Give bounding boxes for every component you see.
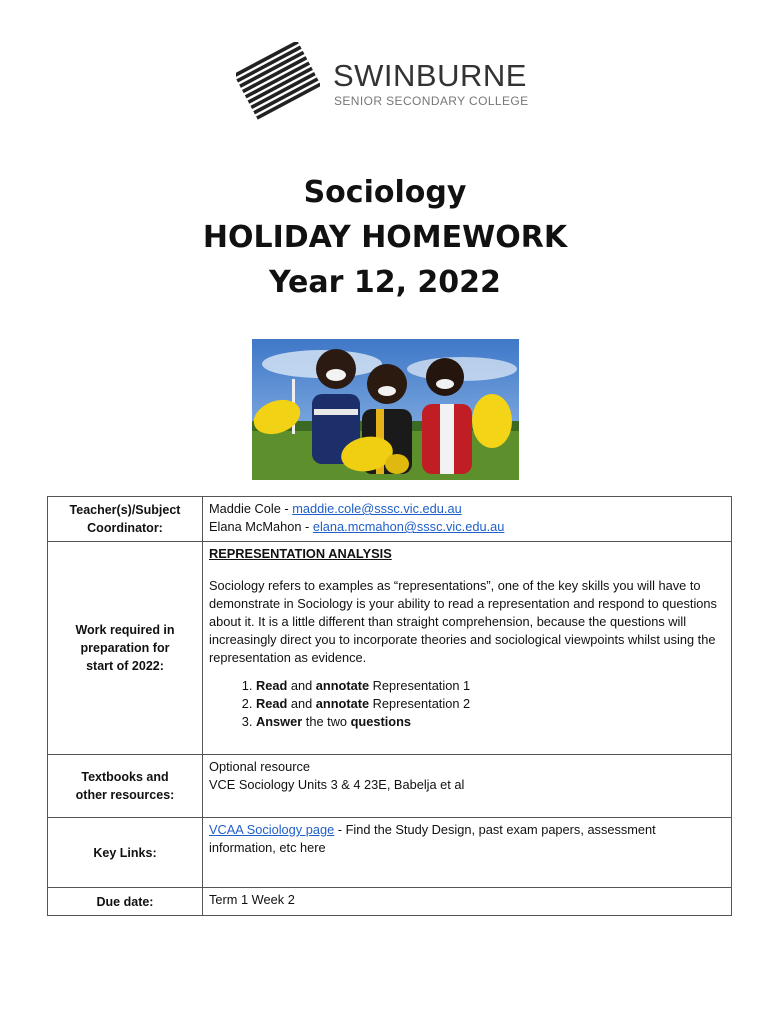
key-links-value	[203, 818, 732, 888]
textbooks-row	[48, 755, 732, 818]
logo-name: SWINBURNE	[333, 58, 527, 93]
task-item: 1. Read and annotate Representation 1	[256, 677, 725, 695]
optional-resource-text: Optional resource	[209, 759, 311, 774]
teacher-1-email-link[interactable]: maddie.cole@sssc.vic.edu.au	[292, 501, 462, 516]
college-logo	[236, 42, 546, 122]
work-label-line1: Work required in	[75, 623, 175, 637]
work-value	[203, 542, 732, 755]
textbooks-label-line1: Textbooks and	[81, 770, 169, 784]
task-list	[209, 677, 725, 731]
teachers-row	[48, 497, 732, 542]
key-links-row	[48, 818, 732, 888]
due-date-label: Due date:	[48, 888, 203, 916]
work-description: Sociology refers to examples as “representations”, one of the key skills you will have to demonstrate in Sociology is your ability to read a representation and respond to questions about it. It is a little different than straight comprehension, because the questions will increasingly direct you to incorporate theories and sociological viewpoints whilst using the representation as evidence.	[209, 578, 717, 665]
textbooks-label	[48, 755, 203, 818]
task-item: 2. Read and annotate Representation 2	[256, 695, 725, 713]
textbooks-label-line2: other resources:	[75, 788, 175, 802]
textbook-title: VCE Sociology Units 3 & 4 23E, Babelja et al	[209, 777, 465, 792]
children-with-footballs-image	[252, 339, 519, 480]
homework-info-table	[47, 496, 732, 916]
title-homework: HOLIDAY HOMEWORK	[202, 220, 568, 255]
work-row	[48, 542, 732, 755]
due-date-value: Term 1 Week 2	[203, 888, 732, 916]
teacher-1-name: Maddie Cole -	[209, 501, 293, 516]
work-label	[48, 542, 203, 755]
cover-photo	[252, 339, 519, 480]
work-label-line3: start of 2022:	[86, 659, 164, 673]
teachers-label-line1: Teacher(s)/Subject	[69, 503, 181, 517]
teachers-value	[203, 497, 732, 542]
swinburne-logo-mark-icon	[236, 42, 320, 120]
work-label-line2: preparation for	[80, 641, 170, 655]
due-date-row	[48, 888, 732, 916]
teachers-label-line2: Coordinator:	[87, 521, 163, 535]
key-links-description: - Find the Study Design, past exam papers, assessment information, etc here	[209, 822, 656, 855]
task-item: 3. Answer the two questions	[256, 713, 725, 731]
title-year: Year 12, 2022	[269, 265, 501, 300]
textbooks-value	[203, 755, 732, 818]
logo-subtitle: SENIOR SECONDARY COLLEGE	[334, 94, 529, 108]
representation-analysis-heading: REPRESENTATION ANALYSIS	[209, 546, 392, 561]
document-title	[0, 170, 770, 305]
title-subject: Sociology	[303, 175, 467, 210]
teacher-2-name: Elana McMahon -	[209, 519, 313, 534]
key-links-label: Key Links:	[48, 818, 203, 888]
teacher-2-email-link[interactable]: elana.mcmahon@sssc.vic.edu.au	[312, 519, 505, 534]
vcaa-sociology-link[interactable]: VCAA Sociology page	[209, 822, 335, 837]
teachers-label	[48, 497, 203, 542]
